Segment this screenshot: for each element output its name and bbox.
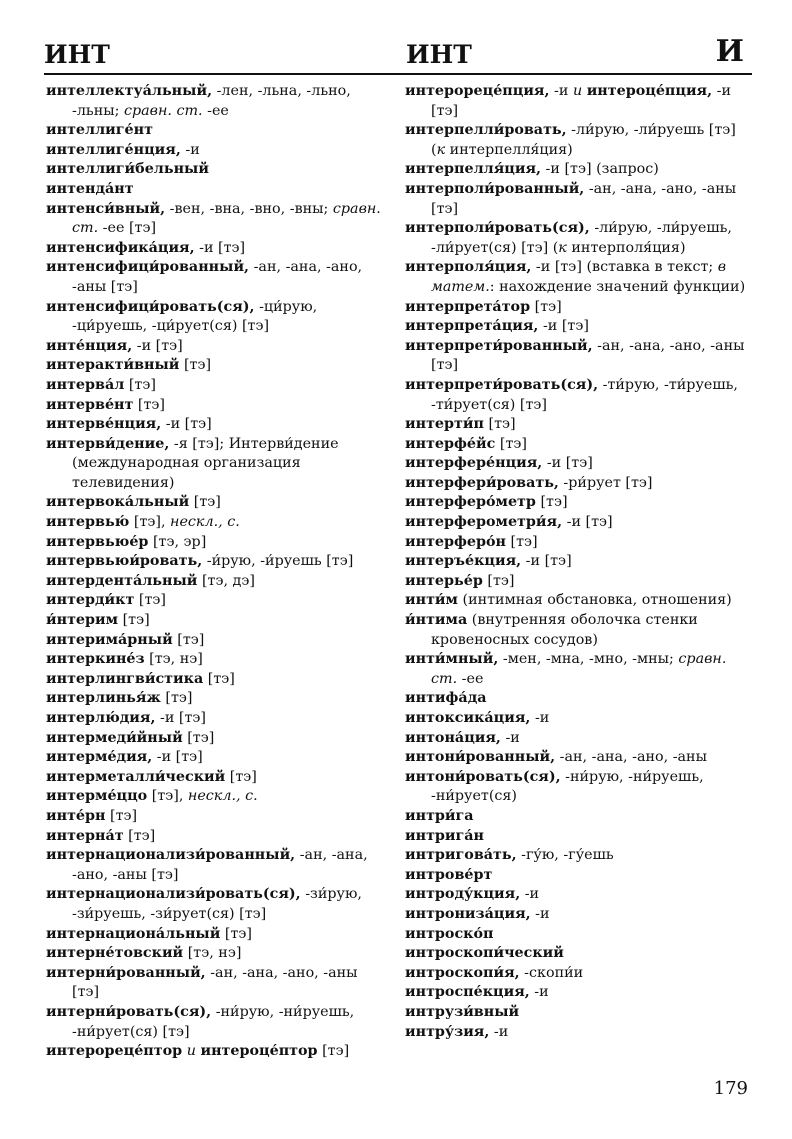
page-number: 179 (713, 1078, 748, 1099)
dictionary-entry (405, 493, 751, 513)
entry-text: -и [тэ] (194, 239, 246, 256)
entry-text: -ее (202, 102, 229, 119)
entry-text: -ее [тэ] (98, 220, 157, 237)
dictionary-entry (46, 729, 382, 749)
entry-text: [тэ], (129, 514, 171, 531)
dictionary-entry (405, 513, 751, 533)
headword: интерме́дия, (46, 749, 153, 766)
headword: интроскопи́я, (405, 964, 520, 981)
dictionary-entry (405, 337, 751, 376)
left-running-head: ИНТ (44, 40, 110, 69)
italic-note: нескл., с. (170, 514, 240, 531)
headword: интерти́п (405, 416, 484, 433)
headword: интерпелля́ция, (405, 161, 542, 178)
entry-text: -и [тэ] (542, 455, 593, 472)
entry-text: -и (180, 141, 200, 158)
dictionary-entry (405, 748, 751, 768)
headword: интерне́товский (46, 945, 184, 962)
entry-text: [тэ] (105, 807, 138, 824)
entry-text: [тэ] (118, 612, 150, 629)
italic-note: нескл., с. (187, 788, 258, 805)
headword: интони́рованный, (405, 749, 556, 766)
entry-text: -и (530, 710, 550, 726)
headword: интерна́т (46, 827, 124, 844)
entry-text: -и (530, 905, 550, 922)
entry-text: [тэ] (134, 592, 166, 609)
dictionary-entry (405, 533, 751, 553)
dictionary-entry (46, 748, 382, 768)
dictionary-entry (405, 768, 751, 807)
dictionary-entry (46, 611, 382, 631)
dictionary-entry (405, 298, 751, 318)
headword: интерлингви́стика (46, 670, 204, 687)
entry-text: -и [тэ] (161, 416, 212, 433)
headword: интеръе́кция, (405, 553, 522, 570)
entry-text: -ан, -ана, -ано, -аны [тэ] (431, 180, 737, 217)
dictionary-entry (46, 493, 382, 513)
headword: интерферо́метр (405, 494, 536, 511)
headword: интерфере́нция, (405, 455, 543, 472)
headword: интерпрета́ция, (405, 318, 539, 335)
headword: интерве́нт (46, 396, 134, 413)
headword: интерима́рный (46, 631, 173, 648)
entry-text: [тэ], (147, 788, 188, 805)
entry-text: (интимная обстановка, отношения) (457, 592, 732, 609)
entry-text: [тэ] (530, 298, 562, 315)
entry-text: [тэ] (482, 572, 515, 589)
headword: инте́нция, (46, 337, 133, 354)
dictionary-entry (46, 944, 382, 964)
dictionary-entry (405, 944, 751, 964)
dictionary-entry (405, 317, 751, 337)
dictionary-entry (405, 1003, 751, 1023)
right-column (405, 82, 751, 1042)
dictionary-entry (405, 474, 751, 494)
headword: интрониза́ция, (405, 905, 531, 922)
dictionary-entry (405, 866, 751, 886)
headword: интерореце́пция, (405, 83, 550, 99)
dictionary-entry (405, 180, 751, 219)
headword: интроду́кция, (405, 886, 521, 903)
headword: интермеди́йный (46, 729, 183, 746)
entry-text: -и (520, 886, 540, 903)
headword: интроско́п (405, 925, 494, 942)
entry-text: -ли́рую, -ли́руешь, -ли́рует(ся) [тэ] ( (431, 220, 732, 256)
headword: интеллиги́бельный (46, 161, 209, 178)
italic-note: и (186, 1043, 196, 1060)
dictionary-entry (46, 1042, 382, 1062)
entry-text: -гу́ю, -гу́ешь (516, 847, 614, 864)
headword: интенда́нт (46, 180, 134, 197)
headword: интенсифици́рованный, (46, 259, 250, 276)
dictionary-entry (405, 1023, 751, 1043)
dictionary-entry (46, 787, 382, 807)
dictionary-entry (405, 160, 751, 180)
headword: интерме́ццо (46, 788, 148, 805)
dictionary-entry (46, 160, 382, 180)
italic-note: к (436, 141, 446, 158)
headword: интервью́ (46, 514, 130, 531)
entry-text: -ее (457, 670, 484, 687)
dictionary-entry (405, 435, 751, 455)
entry-text: [тэ] (483, 416, 516, 433)
dictionary-entry (405, 885, 751, 905)
entry-text: -ни́рую, -ни́руешь, -ни́рует(ся) [тэ] (72, 1003, 355, 1040)
entry-text: -и [тэ] (562, 514, 613, 531)
dictionary-entry (46, 631, 382, 651)
dictionary-entry (405, 552, 751, 572)
headword: интифа́да (405, 690, 487, 707)
headword: интерни́ровать(ся), (46, 1003, 212, 1020)
page-header (44, 34, 752, 70)
headword: интоксика́ция, (405, 710, 531, 726)
dictionary-entry (46, 121, 382, 141)
entry-text: -и́рую, -и́руешь [тэ] (202, 553, 354, 570)
dictionary-entry (46, 200, 382, 239)
entry-text: -и [тэ] (521, 553, 572, 570)
dictionary-entry (46, 846, 382, 885)
headword: интервьюи́ровать, (46, 553, 203, 570)
center-running-head: ИНТ (406, 40, 472, 69)
dictionary-entry (46, 298, 382, 337)
dictionary-entry (46, 925, 382, 945)
headword: инте́рн (46, 807, 106, 824)
headword: и́нтерим (46, 612, 119, 629)
entry-text: [тэ, эр] (148, 533, 207, 550)
headword: интерполя́ция, (405, 259, 532, 276)
headword: интерпрети́рованный, (405, 337, 593, 354)
dictionary-entry (405, 709, 751, 729)
headword: интернациона́льный (46, 925, 221, 942)
italic-note: в матем. (431, 259, 727, 295)
headword: интерпрета́тор (405, 298, 531, 315)
dictionary-entry (46, 807, 382, 827)
entry-text: [тэ] (124, 376, 156, 393)
entry-text: [тэ, дэ] (197, 572, 255, 589)
dictionary-entry (405, 964, 751, 984)
headword: интрузи́вный (405, 1003, 520, 1020)
dictionary-entry (46, 650, 382, 670)
dictionary-entry (405, 846, 751, 866)
italic-note: сравн. ст. (123, 102, 203, 119)
entry-text: -и (489, 1023, 509, 1040)
headword: интероце́птор (200, 1043, 318, 1060)
headword: интригова́ть, (405, 847, 517, 864)
entry-text: -и (500, 729, 520, 746)
headword: интеллиге́нция, (46, 141, 181, 158)
headword: интри́га (405, 807, 474, 824)
dictionary-entry (46, 670, 382, 690)
dictionary-entry (405, 729, 751, 749)
dictionary-entry (405, 827, 751, 847)
dictionary-entry (46, 591, 382, 611)
dictionary-entry (405, 650, 751, 689)
italic-note: сравн. ст. (431, 651, 727, 687)
dictionary-entry (46, 709, 382, 729)
entry-text: -ти́рую, -ти́руешь, -ти́рует(ся) [тэ] (431, 376, 738, 413)
entry-text: -зи́рую, -зи́руешь, -зи́рует(ся) [тэ] (72, 886, 362, 922)
entry-text: -ан, -ана, -ано, -аны [тэ] (431, 337, 745, 374)
entry-text: -скопи́и (519, 964, 584, 981)
entry-text: [тэ] (495, 435, 527, 452)
dictionary-entry (405, 905, 751, 925)
dictionary-entry (46, 827, 382, 847)
dictionary-entry (405, 591, 751, 611)
dictionary-entry (405, 454, 751, 474)
entry-text: [тэ] (225, 768, 257, 785)
headword: интерореце́птор (46, 1043, 183, 1060)
entry-text: -и [тэ] (431, 83, 731, 119)
entry-text: [тэ] (535, 494, 568, 511)
dictionary-entry (405, 807, 751, 827)
italic-note: сравн. ст. (72, 200, 381, 237)
headword: интерфери́ровать, (405, 474, 559, 491)
entry-text: -и [тэ] (вставка в текст; (531, 259, 718, 276)
dictionary-entry (46, 239, 382, 259)
dictionary-entry (46, 258, 382, 297)
dictionary-entry (405, 572, 751, 592)
entry-text: [тэ] (160, 690, 193, 707)
headword: интероце́пция, (586, 83, 713, 99)
dictionary-entry (405, 925, 751, 945)
entry-text: : нахождение значений функции) (489, 278, 746, 295)
dictionary-entry (46, 885, 382, 924)
dictionary-entry (46, 533, 382, 553)
entry-text: -ан, -ана, -ано, -аны [тэ] (72, 259, 363, 295)
italic-note: к (558, 239, 567, 256)
entry-text: -лен, -льна, -льно, -льны; (72, 83, 351, 119)
headword: интру́зия, (405, 1023, 490, 1040)
headword: интеркине́з (46, 651, 145, 668)
headword: интервьюе́р (46, 533, 149, 550)
headword: интони́ровать(ся), (405, 768, 561, 785)
headword: интенсифици́ровать(ся), (46, 298, 255, 315)
entry-text: [тэ, нэ] (183, 945, 242, 962)
dictionary-entry (46, 1003, 382, 1042)
dictionary-entry (405, 258, 751, 297)
entry-text: -ли́рую, -ли́руешь [тэ] ( (431, 122, 736, 158)
entry-text: -ан, -ана, -ано, -аны [тэ] (72, 847, 368, 883)
entry-text: -и [тэ] (155, 710, 206, 726)
headword: интерпелли́ровать, (405, 122, 567, 139)
headword: интерфе́йс (405, 435, 496, 452)
dictionary-entry (46, 513, 382, 533)
headword: интеллектуа́льный, (46, 83, 213, 99)
headword: интроскопи́ческий (405, 945, 564, 962)
headword: интервока́льный (46, 494, 190, 511)
headword: интернационализи́ровать(ся), (46, 886, 301, 903)
entry-text: [тэ] (182, 729, 215, 746)
headword: интеракти́вный (46, 357, 180, 374)
entry-text: -ци́рую, -ци́руешь, -ци́рует(ся) [тэ] (72, 298, 318, 335)
headword: интерметалли́ческий (46, 768, 226, 785)
headword: интроспе́кция, (405, 984, 530, 1001)
dictionary-entry (405, 689, 751, 709)
dictionary-entry (405, 121, 751, 160)
entry-text: [тэ] (203, 670, 235, 687)
headword: интерви́дение, (46, 435, 170, 452)
headword: интерлю́дия, (46, 710, 156, 726)
dictionary-entry (405, 376, 751, 415)
entry-text: [тэ, нэ] (144, 651, 203, 668)
headword: интерполи́ровать(ся), (405, 220, 590, 237)
dictionary-entry (46, 435, 382, 494)
entry-text: -вен, -вна, -вно, -вны; (165, 200, 333, 217)
dictionary-entry (405, 82, 751, 121)
dictionary-entry (46, 689, 382, 709)
headword: и́нтима (405, 612, 468, 629)
dictionary-entry (405, 983, 751, 1003)
headword: интерпрети́ровать(ся), (405, 376, 599, 393)
entry-text: -ан, -ана, -ано, -аны [тэ] (72, 964, 358, 1001)
dictionary-entry (46, 396, 382, 416)
entry-text: [тэ] (123, 827, 156, 844)
dictionary-entry (405, 219, 751, 258)
headword: интерполи́рованный, (405, 180, 585, 197)
headword: интеллиге́нт (46, 122, 153, 139)
left-column (46, 82, 382, 1062)
entry-text: [тэ] (172, 631, 205, 648)
dictionary-entry (46, 376, 382, 396)
headword: интерди́кт (46, 592, 135, 609)
dictionary-entry (46, 180, 382, 200)
headword: интерлинья́ж (46, 690, 161, 707)
headword: интрига́н (405, 827, 485, 844)
headword: интерферо́н (405, 533, 507, 550)
entry-text: -ан, -ана, -ано, -аны (555, 749, 707, 766)
entry-text: [тэ] (133, 396, 165, 413)
entry-text: [тэ] (317, 1043, 350, 1060)
dictionary-entry (405, 611, 751, 650)
entry-text: -и [тэ] (запрос) (541, 161, 659, 178)
entry-text: [тэ] (220, 925, 252, 942)
headword: интерье́р (405, 572, 483, 589)
dictionary-entry (46, 415, 382, 435)
entry-text: -и (549, 83, 573, 99)
headword: интенсифика́ция, (46, 239, 195, 256)
headword: интердента́льный (46, 572, 198, 589)
headword: интрове́рт (405, 866, 493, 883)
entry-text: -ни́рую, -ни́руешь, -ни́рует(ся) (431, 768, 704, 805)
header-rule (44, 73, 752, 75)
dictionary-entry (46, 141, 382, 161)
entry-text: интерпелля́ция) (445, 141, 573, 158)
dictionary-entry (46, 337, 382, 357)
headword: интернационализи́рованный, (46, 847, 296, 864)
entry-text: -я [тэ]; Интерви́дение (международная организация телевидения) (72, 435, 339, 491)
dictionary-entry (46, 572, 382, 592)
headword: интона́ция, (405, 729, 501, 746)
headword: интерни́рованный, (46, 964, 206, 981)
dictionary-entry (46, 964, 382, 1003)
entry-text: -ри́рует [тэ] (558, 474, 653, 491)
dictionary-entry (46, 552, 382, 572)
dictionary-entry (405, 415, 751, 435)
headword: интерве́нция, (46, 416, 162, 433)
headword: инти́м (405, 592, 458, 609)
entry-text: [тэ] (506, 533, 538, 550)
entry-text: -и [тэ] (132, 337, 183, 354)
italic-note: и (572, 83, 583, 99)
entry-text: -мен, -мна, -мно, -мны; (498, 651, 679, 668)
entry-text: [тэ] (179, 357, 212, 374)
dictionary-entry (46, 82, 382, 121)
headword: интенси́вный, (46, 200, 166, 217)
entry-text: -и (529, 984, 549, 1001)
entry-text: -и [тэ] (152, 749, 203, 766)
dictionary-entry (46, 768, 382, 788)
headword: интерферометри́я, (405, 514, 563, 531)
entry-text: -и [тэ] (538, 318, 589, 335)
entry-text: [тэ] (189, 494, 221, 511)
dictionary-entry (46, 356, 382, 376)
entry-text: интерполя́ция) (566, 239, 686, 256)
section-letter: И (715, 34, 744, 69)
headword: интерва́л (46, 376, 125, 393)
headword: инти́мный, (405, 651, 499, 668)
entry-text: (внутренняя оболочка стенки кровеносных сосудов) (431, 612, 698, 648)
